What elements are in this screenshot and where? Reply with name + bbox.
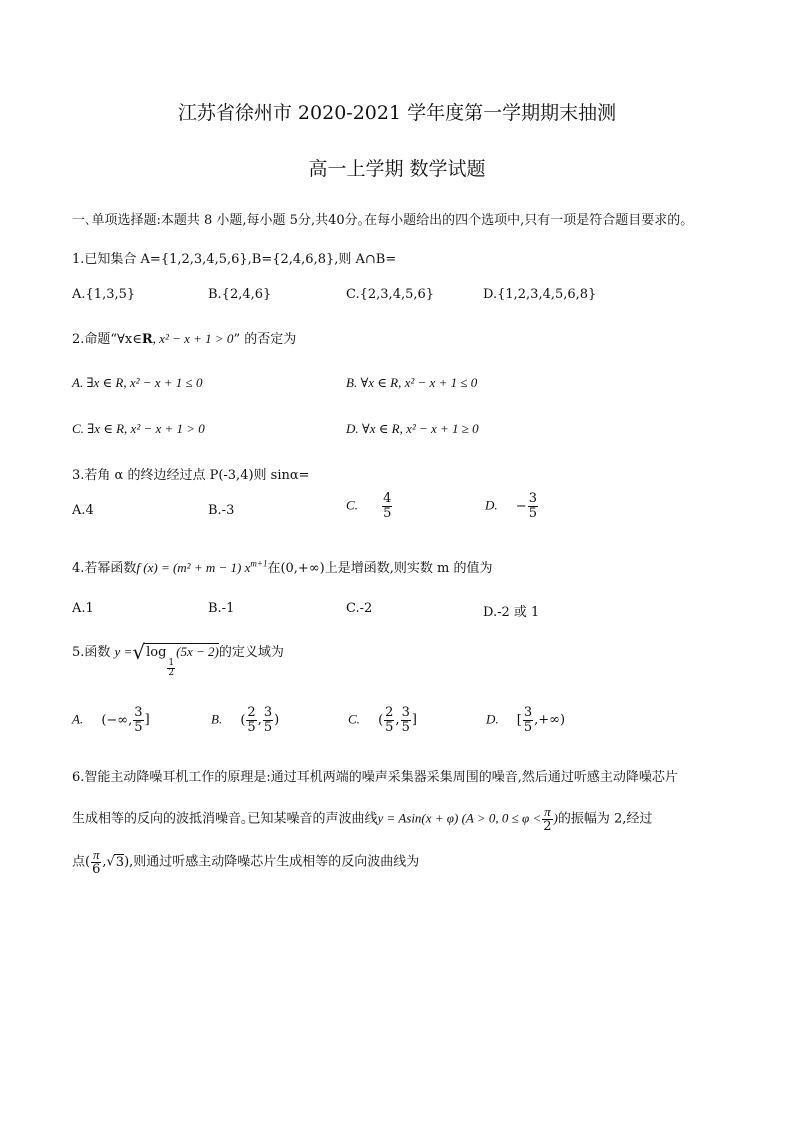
- question-5-option-c-den-2: 5: [401, 719, 410, 735]
- question-6-line-3-pre: 点(: [72, 854, 91, 870]
- question-5-log-base: [167, 659, 175, 679]
- question-5-option-c-fraction-2: [401, 706, 411, 734]
- question-3-option-a: A.4: [72, 503, 94, 518]
- question-5-option-c-open: (: [378, 712, 384, 728]
- question-5-option-a-close: ]: [144, 712, 150, 728]
- question-6-line-2-pre: 生成相等的反向的波抵消噪音｡已知某噪音的声波曲线: [72, 811, 378, 827]
- question-5-option-a-num: 3: [134, 705, 143, 720]
- question-6-line-3-fraction: [91, 848, 101, 876]
- question-4-stem-post: 在(0,+∞)上是增函数,则实数 m 的值为: [267, 561, 493, 576]
- question-3-option-c-den: 5: [383, 505, 392, 521]
- question-5-option-a-label: A.: [72, 711, 84, 727]
- section-heading: 一､单项选择题:本题共 8 小题,每小题 5分,共40分｡在每小题给出的四个选项中,只有一项是符合题目要求的｡: [72, 213, 687, 228]
- question-5-stem-pre: 5.函数: [72, 645, 111, 660]
- question-4-stem: [72, 557, 492, 576]
- question-2-stem-post: ” 的否定为: [233, 332, 297, 347]
- question-2-option-b: B. ∀x ∈ R, x² − x + 1 ≤ 0: [346, 375, 478, 390]
- question-1-option-c: C.{2,3,4,5,6}: [346, 287, 435, 302]
- question-6-line-3-post: ),则通过听感主动降噪芯片生成相等的反向波曲线为: [124, 854, 420, 870]
- question-1-option-d: D.{1,2,3,4,5,6,8}: [483, 287, 597, 302]
- question-2-option-c: C. ∃x ∈ R, x² − x + 1 > 0: [72, 421, 205, 436]
- question-5-option-b-num-2: 3: [263, 705, 273, 720]
- question-5-option-d: [486, 706, 565, 734]
- question-5-option-c-close: ]: [411, 712, 417, 728]
- question-6-line-3: [72, 848, 419, 876]
- question-5-option-d-open: [: [516, 712, 522, 728]
- question-3-option-d-sign: −: [515, 498, 527, 514]
- question-6-line-3-mid: ,: [102, 854, 107, 870]
- question-2-option-a: A. ∃x ∈ R, x² − x + 1 ≤ 0: [72, 375, 203, 390]
- question-3-option-b: B.-3: [208, 503, 235, 518]
- question-4-option-a: A.1: [72, 601, 94, 616]
- question-3-option-d: [485, 492, 539, 520]
- question-5-option-c-comma: ,: [395, 712, 400, 728]
- question-5-stem-arg: (5x − 2): [176, 644, 219, 659]
- question-5-option-b: [211, 706, 279, 734]
- question-5-option-b-comma: ,: [257, 712, 262, 728]
- question-5-stem-y: y =: [114, 644, 133, 659]
- question-5-log-base-den: 2: [168, 668, 175, 679]
- question-5-option-a-den: 5: [134, 719, 143, 735]
- question-6-line-2-close: ): [553, 810, 558, 826]
- question-5-option-b-label: B.: [211, 711, 223, 727]
- question-3-stem: 3.若角 α 的终边经过点 P(-3,4)则 sinα=: [72, 468, 310, 483]
- question-5-stem-post: 的定义域为: [218, 645, 284, 660]
- question-5-option-b-fraction-1: [246, 706, 256, 734]
- question-6-line-3-sqrt: 3: [115, 854, 125, 870]
- question-5-option-c-num-1: 2: [385, 705, 394, 720]
- question-5-option-d-den: 5: [523, 719, 533, 735]
- question-4-stem-math: f (x) = (m² + m − 1) x: [136, 560, 251, 575]
- question-2-option-d: D. ∀x ∈ R, x² − x + 1 ≥ 0: [346, 421, 479, 436]
- question-2-stem-pre: 2.命题“∀x∈: [72, 332, 142, 347]
- question-5-option-b-num-1: 2: [247, 705, 256, 720]
- question-6-line-3-den: 6: [92, 861, 101, 877]
- question-1-option-b: B.{2,4,6}: [208, 287, 272, 302]
- question-3-option-c: [346, 492, 393, 520]
- question-4-option-d: D.-2 或 1: [483, 605, 540, 620]
- question-1-stem: 1.已知集合 A={1,2,3,4,5,6},B={2,4,6,8},则 A∩B=: [72, 252, 397, 267]
- question-4-option-b: B.-1: [208, 601, 235, 616]
- question-4-stem-pre: 4.若幂函数: [72, 561, 137, 576]
- question-3-option-d-den: 5: [528, 505, 537, 521]
- question-6-line-2-num: π: [544, 804, 551, 819]
- question-5-stem-log: log: [146, 645, 167, 660]
- question-5-option-a-fraction: [133, 706, 143, 734]
- question-3-option-d-label: D.: [485, 497, 498, 513]
- question-3-option-c-label: C.: [346, 497, 358, 513]
- question-5-option-d-label: D.: [486, 711, 499, 727]
- question-1-option-a: A.{1,3,5}: [72, 287, 136, 302]
- question-4-option-c: C.-2: [346, 601, 373, 616]
- question-5-option-a-open: (−∞,: [101, 712, 133, 728]
- question-5-option-c-label: C.: [348, 711, 360, 727]
- question-5-log-base-num: 1: [168, 658, 175, 668]
- question-2-stem-R: R: [141, 332, 153, 347]
- question-5-sqrt-body: [144, 643, 219, 679]
- question-3-option-c-fraction: [382, 492, 392, 520]
- sqrt-icon: √: [106, 854, 115, 870]
- question-4-stem-exp: m+1: [250, 558, 268, 569]
- question-5-option-c-num-2: 3: [401, 705, 410, 720]
- question-5-option-d-close: ,+∞): [534, 712, 566, 728]
- question-3-option-d-fraction: [528, 492, 538, 520]
- question-6-line-1: 6.智能主动降噪耳机工作的原理是:通过耳机两端的噪声采集器采集周围的噪音,然后通过听感主动降噪芯片: [72, 770, 678, 785]
- sqrt-icon: √: [132, 640, 146, 664]
- question-6-line-2: [72, 805, 652, 833]
- question-2-stem: [72, 328, 296, 347]
- question-5-option-b-close: ): [274, 712, 280, 728]
- question-3-option-c-num: 4: [383, 491, 392, 506]
- question-6-line-2-fraction: [542, 805, 552, 833]
- question-5-option-d-fraction: [523, 706, 533, 734]
- question-5-option-b-den-2: 5: [263, 719, 273, 735]
- question-5-option-b-fraction-2: [263, 706, 273, 734]
- question-6-line-3-num: π: [92, 847, 100, 862]
- question-5-option-b-open: (: [240, 712, 246, 728]
- question-6-line-2-math: y = Asin(x + φ) (A > 0, 0 ≤ φ <: [377, 810, 542, 826]
- question-6-line-2-post: 的振幅为 2,经过: [557, 811, 653, 827]
- question-5-option-b-den-1: 5: [247, 719, 256, 735]
- question-6-line-2-den: 2: [543, 818, 552, 834]
- question-5-option-d-num: 3: [523, 705, 533, 720]
- page-subtitle: 高一上学期 数学试题: [308, 158, 486, 180]
- question-5-option-c-den-1: 5: [385, 719, 394, 735]
- question-2-stem-math: , x² − x + 1 > 0: [152, 331, 234, 346]
- question-5-stem: [72, 640, 284, 679]
- question-5-option-c-fraction-1: [384, 706, 394, 734]
- question-3-option-d-num: 3: [528, 491, 537, 506]
- question-5-option-c: [348, 706, 417, 734]
- page-title: 江苏省徐州市 2020-2021 学年度第一学期期末抽测: [177, 102, 617, 124]
- question-5-option-a: [72, 706, 150, 734]
